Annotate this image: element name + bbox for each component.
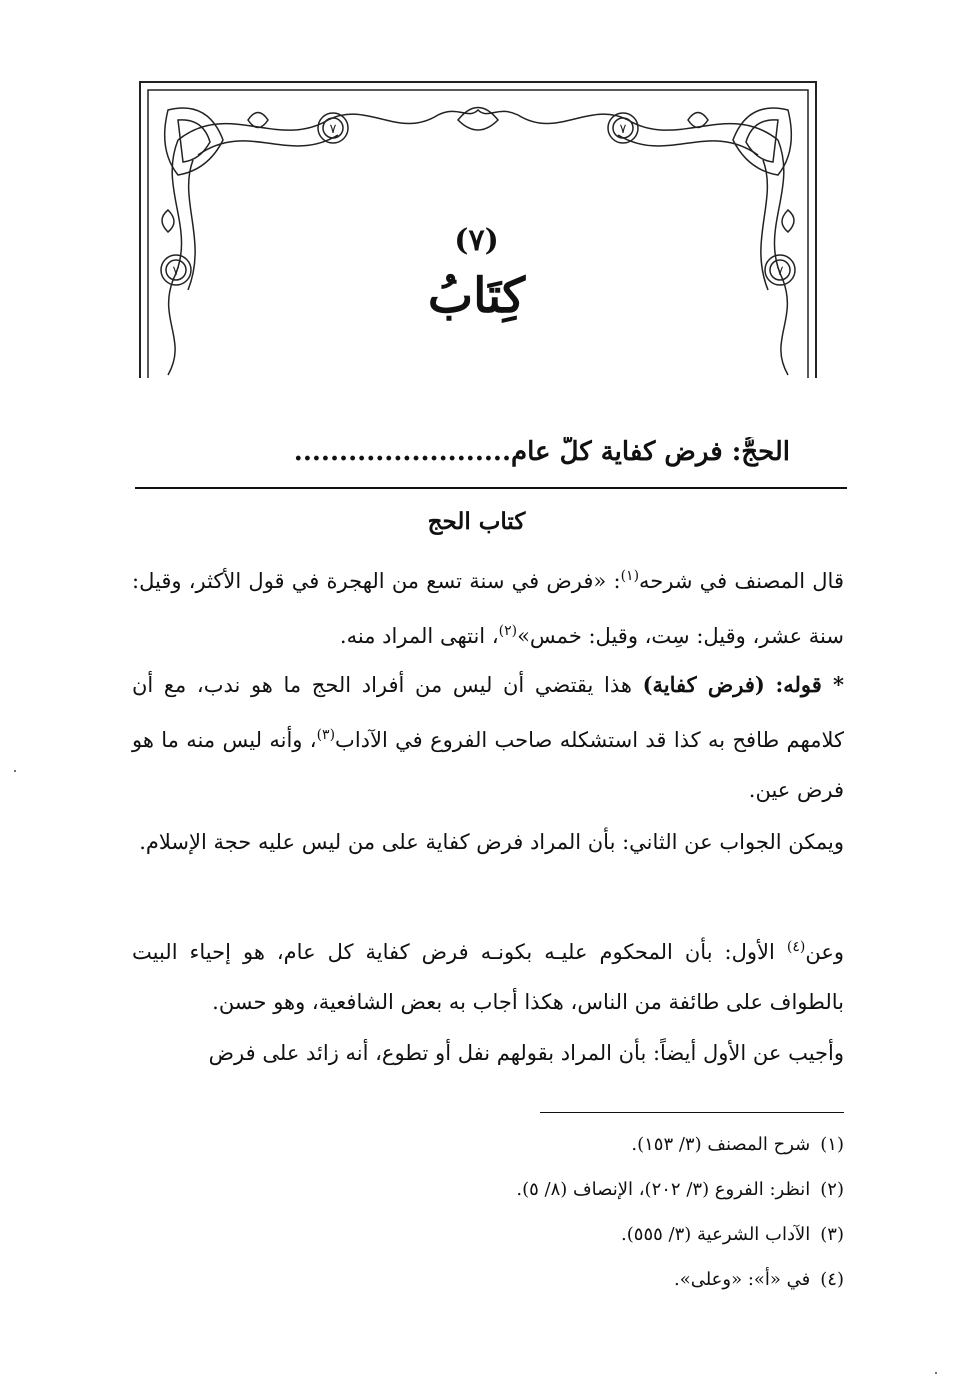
- paragraph-marker: * قوله:: [775, 672, 844, 697]
- paragraph-text: الأول: بأن المحكوم عليـه بكونـه فرض كفاية كل عام، هو إحياء البيت بالطواف على طائفة من الناس، هكذا أجاب به بعض الشافعية، وهو حسن.: [132, 940, 844, 1014]
- footnote: [132, 1220, 844, 1265]
- chapter-number: (٧): [454, 223, 499, 258]
- matn-leader: ........................: [293, 437, 512, 467]
- footnote-mark: (٤): [820, 1269, 844, 1290]
- paragraph-text: ويمكن الجواب عن الثاني: بأن المراد فرض كفاية على من ليس عليه حجة الإسلام.: [139, 830, 844, 854]
- paragraph: [132, 551, 844, 661]
- paragraph: [132, 817, 844, 867]
- quoted-matn: (فرض كفاية): [642, 672, 765, 697]
- footnote-mark: (٢): [820, 1179, 844, 1200]
- medallion-label: ٧: [172, 264, 180, 279]
- medallion-label: ٧: [329, 122, 337, 137]
- paragraph-text: وأجيب عن الأول أيضاً: بأن المراد بقولهم نفل أو تطوع، أنه زائد على فرض: [208, 1041, 844, 1065]
- paragraph-text: ، وأنه ليس منه ما هو فرض عين.: [132, 728, 844, 802]
- footnotes: [132, 1130, 844, 1310]
- footnote: [132, 1265, 844, 1310]
- paragraph-text: : «فرض في سنة تسع من الهجرة في قول الأكثر، وقيل: سنة عشر، وقيل: سِت، وقيل: خمس»: [132, 569, 844, 648]
- footnote-mark: (٣): [820, 1224, 844, 1245]
- scan-speck: [14, 770, 16, 772]
- footnote-divider: [540, 1112, 844, 1113]
- footnote-text: الآداب الشرعية (٣/ ٥٥٥).: [621, 1224, 811, 1245]
- footnote: [132, 1175, 844, 1220]
- footnote-ref: (١): [620, 568, 640, 584]
- chapter-title: كِتَابُ: [427, 268, 526, 324]
- footnote-text: في «أ»: «وعلى».: [673, 1269, 811, 1290]
- paragraph: [132, 1028, 844, 1078]
- paragraph-text: وعن: [805, 940, 844, 964]
- medallion-label: ٧: [776, 264, 784, 279]
- paragraph: [132, 660, 844, 815]
- matn-label: الحجُّ:: [731, 437, 790, 467]
- paragraph: [132, 922, 844, 1027]
- medallion-label: ٧: [619, 122, 627, 137]
- paragraph-text: ، انتهى المراد منه.: [339, 624, 499, 648]
- footnote-ref: (٢): [498, 623, 518, 639]
- paragraph-text: هذا يقتضي أن ليس من أفراد الحج ما هو ندب، مع أن كلامهم طافح به كذا قد استشكله صاحب الفروع في الآداب: [132, 673, 844, 752]
- footnote-text: انظر: الفروع (٣/ ٢٠٢)، الإنصاف (٨/ ٥).: [516, 1179, 811, 1200]
- matn-text: فرض كفاية كلَّ عام: [511, 437, 723, 467]
- footnote-text: شرح المصنف (٣/ ١٥٣).: [631, 1134, 811, 1155]
- matn-line: [135, 437, 790, 467]
- footnote-ref: (٣): [316, 727, 336, 743]
- paragraph-text: قال المصنف في شرحه: [639, 569, 844, 593]
- section-heading: كتاب الحج: [427, 508, 526, 535]
- footnote-ref: (٤): [786, 939, 806, 955]
- footnote-mark: (١): [820, 1134, 844, 1155]
- matn-divider: [135, 487, 847, 489]
- scan-speck: [935, 1372, 937, 1374]
- footnote: [132, 1130, 844, 1175]
